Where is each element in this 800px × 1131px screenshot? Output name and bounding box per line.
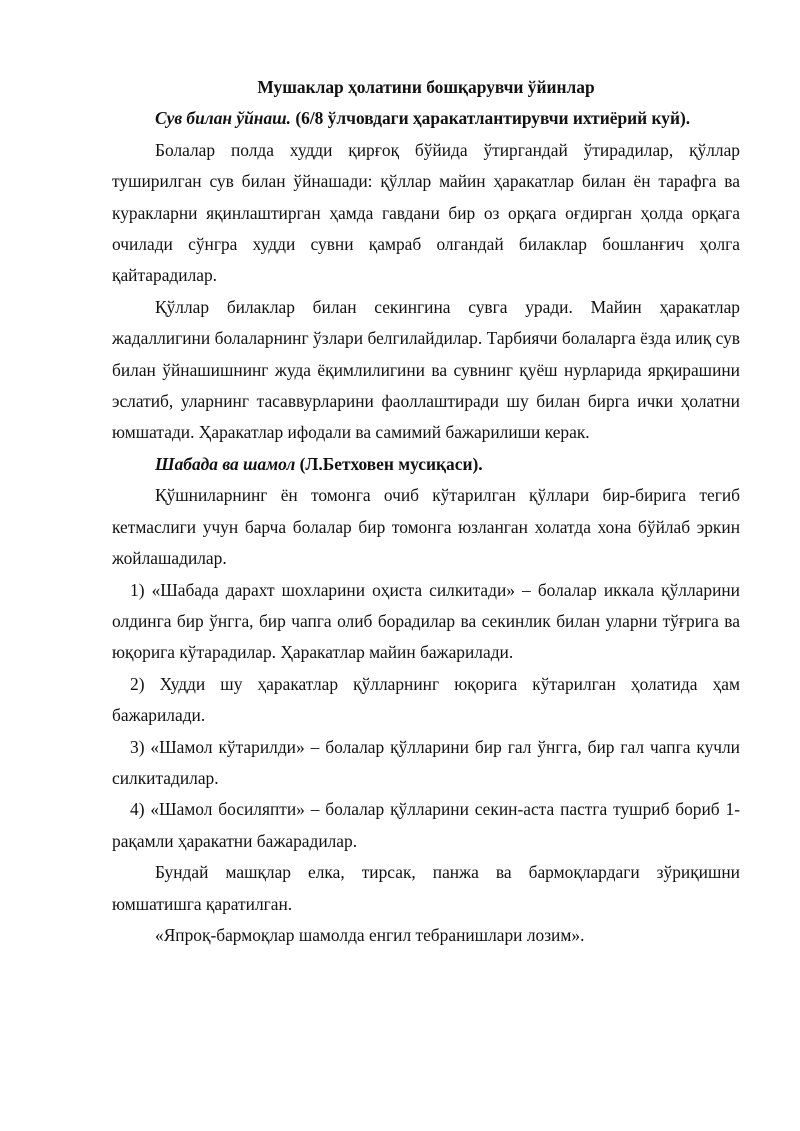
- document-page: [112, 72, 740, 951]
- paragraph: Қўшниларнинг ён томонга очиб кўтарилган қўллари бир-бирига тегиб кетмаслиги учун барча болалар бир томонга юзланган холатда хона бўйлаб эркин жойлашадилар.: [112, 485, 740, 569]
- section-heading-water-game: [112, 103, 740, 134]
- section-heading-breeze-wind: [112, 449, 740, 480]
- paragraph: Қўллар билаклар билан секингина сувга уради. Майин ҳаракатлар жадаллигини болаларнинг ўзлари белгилайдилар. Тарбиячи болаларга ёзда илиқ сув билан ўйнашишнинг жуда ёқимлилигини ва сувнинг қуёш нурларида ярқирашини эслатиб, уларнинг тасаввурларини фаоллаштиради шу билан бирга ички ҳолатни юмшатади. Ҳаракатлар ифодали ва самимий бажарилиши керак.: [112, 296, 740, 443]
- section-heading-italic: Сув билан ўйнаш.: [155, 108, 291, 129]
- page-title: Мушаклар ҳолатини бошқарувчи ўйинлар: [257, 77, 595, 97]
- section-heading-italic: Шабада ва шамол: [155, 453, 296, 474]
- section-heading-note: (6/8 ўлчовдаги ҳаракатлантирувчи ихтиёрий куй).: [290, 108, 691, 129]
- paragraph: Бундай машқлар елка, тирсак, панжа ва бармоқлардаги зўриқишни юмшатишга қаратилган.: [112, 862, 740, 914]
- paragraph: Болалар полда худди қирғоқ бўйида ўтиргандай ўтирадилар, қўллар туширилган сув билан ўйнашади: қўллар майин ҳаракатлар билан ён тарафга ва куракларни яқинлаштирган ҳамда гавдани бир оз орқага оғдирган ҳолда орқага очилади сўнгра худди сувни қамраб олгандай билаклар бошланғич ҳолга қайтарадилар.: [112, 139, 740, 286]
- numbered-item: 4) «Шамол босиляпти» – болалар қўлларини секин-аста пастга тушриб бориб 1-рақамли ҳаракатни бажарадилар.: [112, 799, 740, 851]
- numbered-item: 3) «Шамол кўтарилди» – болалар қўлларини бир гал ўнгга, бир гал чапга кучли силкитадилар.: [112, 736, 740, 788]
- numbered-item: 1) «Шабада дарахт шохларини оҳиста силкитади» – болалар иккала қўлларини олдинга бир ўнгга, бир чапга олиб борадилар ва секинлик билан уларни тўғрига ва юқорига кўтарадилар. Ҳаракатлар майин бажарилади.: [112, 579, 740, 663]
- section-heading-note: (Л.Бетховен мусиқаси).: [295, 453, 483, 474]
- paragraph: «Япроқ-бармоқлар шамолда енгил тебранишлари лозим».: [155, 924, 585, 945]
- numbered-item: 2) Худди шу ҳаракатлар қўлларнинг юқорига кўтарилган ҳолатида ҳам бажарилади.: [112, 673, 740, 726]
